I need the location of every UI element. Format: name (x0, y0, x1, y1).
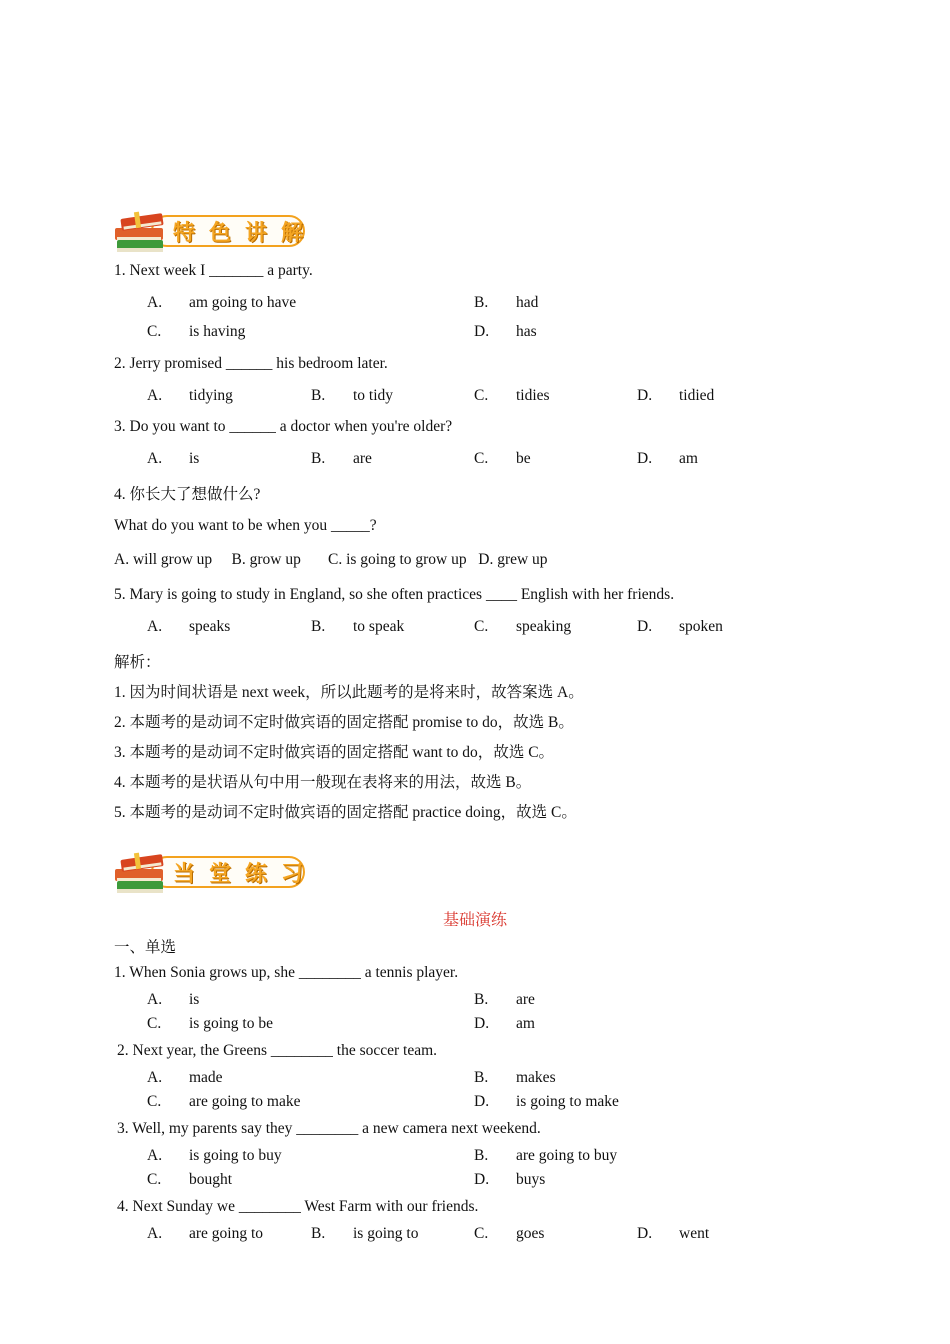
question-stem: 4. Next Sunday we ________ West Farm with our friends. (117, 1198, 479, 1215)
analysis-item: 2. 本题考的是动词不定时做宾语的固定搭配 promise to do，故选 B。 (114, 714, 574, 731)
analysis-item: 1. 因为时间状语是 next week，所以此题考的是将来时，故答案选 A。 (114, 684, 584, 701)
section-heading: 基础演练 (442, 912, 507, 929)
banner-char: 当 (173, 861, 196, 887)
question-stem: 1. When Sonia grows up, she ________ a tennis player. (114, 964, 459, 981)
question-stem: 2. Jerry promised ______ his bedroom later. (114, 355, 388, 372)
part-title: 一、单选 (114, 939, 177, 956)
question-stem: 3. Do you want to ______ a doctor when you're older? (114, 418, 453, 435)
document-page: 特 色 讲 解 1. Next week I _______ a party. A. am going to have B. had C. is having D. has 2. Jerry promised ______ his bedroom later. A. tidying B. to tidy C. tidies D. tidied 3. Do you want to ______ a doctor when you're older? A. is B. are C. be D. am 4. 你长大了想做什么? What do you want to be when you _____? A. will grow up B. grow up C. is going to grow up D. grew up 5. Mary is going to study in England, so she often practices ____ English with her friends. A. speaks B. to speak C. speaking D. spoken 解析： 1. 因为时间状语是 next week，所以此题考的是将来时，故答案选 A。 2. 本题考的是动词不定时做宾语的固定搭配 promise to do，故选 B。 3. 本题考的是动词不定时做宾语的固定搭配 want to do，故选 C。 4. 本题考的是状语从句中用一般现在表将来的用法，故选 B。 5. 本题考的是动词不定时做宾语的固定搭配 practice doing，故选 C。 当 堂 练 习 基础演练 一、单选 1. When Sonia grows up, she ________ a tennis player. A. is B. are C. is going to be D. am 2. Next year, the Greens ________ the soccer team. A. made B. makes C. are going to make D. is going to make 3. Well, my parents say they ________ a new camera next weekend. A. is going to buy B. are going to buy C. bought D. buys 4. Next Sunday we ________ West Farm with our friends. A. are going to B. is going to C. goes D. went (0, 0, 950, 1344)
section-banner-practice (113, 851, 309, 895)
analysis-item: 3. 本题考的是动词不定时做宾语的固定搭配 want to do，故选 C。 (114, 744, 555, 761)
banner-char: 习 (280, 861, 303, 887)
question-stem: 1. Next week I _______ a party. (114, 262, 313, 279)
question-stem: 3. Well, my parents say they ________ a new camera next weekend. (117, 1120, 541, 1137)
question-stem: 5. Mary is going to study in England, so she often practices ____ English with her friends. (114, 586, 675, 603)
banner-char: 解 (280, 220, 303, 246)
banner-char: 讲 (244, 220, 267, 246)
options-inline: A. will grow up B. grow up C. is going to grow up D. grew up (114, 551, 548, 568)
analysis-title: 解析： (114, 654, 161, 671)
analysis-item: 5. 本题考的是动词不定时做宾语的固定搭配 practice doing，故选 C。 (114, 804, 577, 821)
banner-char: 特 (173, 220, 196, 246)
banner-char: 色 (208, 220, 231, 246)
banner-char: 练 (244, 861, 267, 887)
question-stem: 4. 你长大了想做什么? (114, 486, 261, 503)
banner-char: 堂 (208, 861, 231, 887)
analysis-item: 4. 本题考的是状语从句中用一般现在表将来的用法，故选 B。 (114, 774, 532, 791)
question-stem-english: What do you want to be when you _____? (114, 517, 377, 534)
question-stem: 2. Next year, the Greens ________ the soccer team. (117, 1042, 438, 1059)
section-banner-features (113, 210, 309, 254)
